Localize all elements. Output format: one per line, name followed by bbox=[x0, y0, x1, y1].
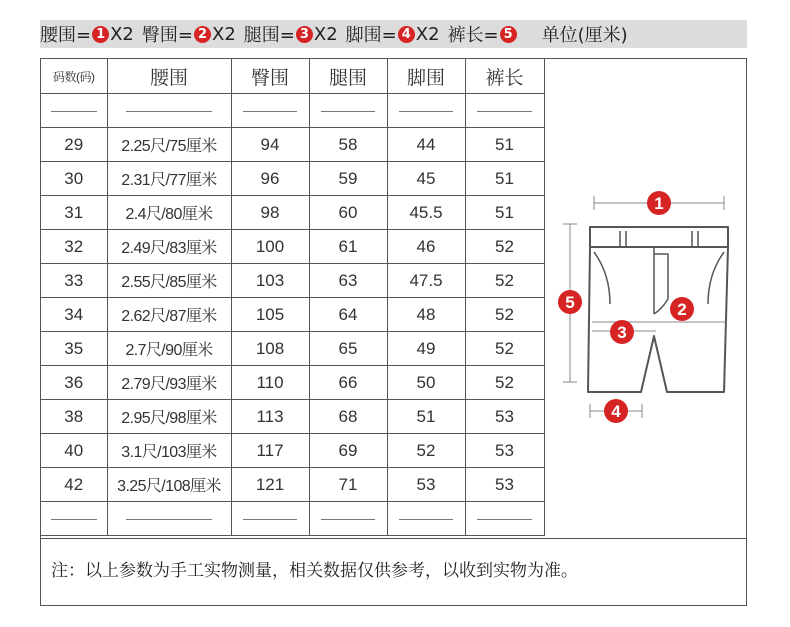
cell-hem: 50 bbox=[387, 366, 465, 400]
cell-hem: 52 bbox=[387, 434, 465, 468]
cell-thigh: 71 bbox=[309, 468, 387, 502]
cell-length: 52 bbox=[465, 230, 544, 264]
cell-hip: 103 bbox=[231, 264, 309, 298]
marker-3-icon bbox=[610, 320, 634, 344]
cell-waist: 2.25尺/75厘米 bbox=[107, 128, 231, 162]
legend-item-hem: 脚围= 4 X2 bbox=[345, 23, 440, 46]
cell-waist: 2.31尺/77厘米 bbox=[107, 162, 231, 196]
header-hip: 臀围 bbox=[231, 59, 309, 94]
table-row bbox=[41, 298, 544, 332]
cell-hem: 46 bbox=[387, 230, 465, 264]
cell-length: 51 bbox=[465, 196, 544, 230]
cell-waist: 2.7尺/90厘米 bbox=[107, 332, 231, 366]
cell-size: 42 bbox=[41, 468, 107, 502]
header-thigh: 腿围 bbox=[309, 59, 387, 94]
cell-size: 38 bbox=[41, 400, 107, 434]
cell-hem: 47.5 bbox=[387, 264, 465, 298]
cell-size: 40 bbox=[41, 434, 107, 468]
legend-item-waist: 腰围= 1 X2 bbox=[40, 23, 134, 46]
cell-waist: 2.55尺/85厘米 bbox=[107, 264, 231, 298]
svg-text:3: 3 bbox=[617, 323, 627, 342]
cell-hip: 108 bbox=[231, 332, 309, 366]
marker-5-icon: 5 bbox=[500, 26, 517, 43]
legend-item-hip: 臀围= 2 X2 bbox=[141, 23, 236, 46]
shorts-measurement-diagram bbox=[546, 174, 746, 434]
size-chart-frame bbox=[40, 58, 747, 606]
cell-hem: 48 bbox=[387, 298, 465, 332]
measurement-disclaimer: 注：以上参数为手工实物测量，相关数据仅供参考，以收到实物为准。 bbox=[41, 538, 746, 606]
marker-1-icon: 1 bbox=[92, 26, 109, 43]
cell-hip: 96 bbox=[231, 162, 309, 196]
cell-waist: 3.25尺/108厘米 bbox=[107, 468, 231, 502]
table-row bbox=[41, 468, 544, 502]
cell-thigh: 68 bbox=[309, 400, 387, 434]
cell-thigh: 61 bbox=[309, 230, 387, 264]
cell-hip: 117 bbox=[231, 434, 309, 468]
svg-text:2: 2 bbox=[677, 300, 687, 319]
cell-hem: 53 bbox=[387, 468, 465, 502]
cell-hip: 110 bbox=[231, 366, 309, 400]
table-row bbox=[41, 196, 544, 230]
marker-4-icon bbox=[604, 399, 628, 423]
table-row bbox=[41, 332, 544, 366]
cell-size: 36 bbox=[41, 366, 107, 400]
marker-5-icon bbox=[558, 290, 582, 314]
size-table bbox=[41, 59, 545, 536]
diagram-markers bbox=[558, 191, 694, 423]
cell-size: 29 bbox=[41, 128, 107, 162]
svg-text:4: 4 bbox=[611, 402, 621, 421]
table-row bbox=[41, 434, 544, 468]
unit-label: 单位(厘米) bbox=[541, 25, 628, 46]
cell-size: 35 bbox=[41, 332, 107, 366]
cell-thigh: 58 bbox=[309, 128, 387, 162]
legend-item-length: 裤长= 5 bbox=[448, 21, 518, 47]
cell-size: 32 bbox=[41, 230, 107, 264]
cell-hip: 105 bbox=[231, 298, 309, 332]
cell-thigh: 65 bbox=[309, 332, 387, 366]
marker-4-icon: 4 bbox=[398, 26, 415, 43]
cell-length: 52 bbox=[465, 332, 544, 366]
cell-length: 53 bbox=[465, 434, 544, 468]
measurement-legend bbox=[40, 20, 747, 48]
svg-text:5: 5 bbox=[565, 293, 575, 312]
cell-length: 52 bbox=[465, 366, 544, 400]
table-row bbox=[41, 366, 544, 400]
cell-length: 51 bbox=[465, 128, 544, 162]
cell-hem: 49 bbox=[387, 332, 465, 366]
cell-waist: 2.4尺/80厘米 bbox=[107, 196, 231, 230]
table-row bbox=[41, 264, 544, 298]
cell-thigh: 66 bbox=[309, 366, 387, 400]
cell-length: 51 bbox=[465, 162, 544, 196]
cell-waist: 2.62尺/87厘米 bbox=[107, 298, 231, 332]
table-header-row bbox=[41, 59, 544, 94]
table-row bbox=[41, 128, 544, 162]
legend-item-thigh: 腿围= 3 X2 bbox=[243, 23, 338, 46]
header-size-code: 码数(码) bbox=[41, 59, 107, 94]
cell-waist: 2.95尺/98厘米 bbox=[107, 400, 231, 434]
cell-thigh: 64 bbox=[309, 298, 387, 332]
header-length: 裤长 bbox=[465, 59, 544, 94]
cell-hem: 44 bbox=[387, 128, 465, 162]
cell-hip: 100 bbox=[231, 230, 309, 264]
cell-hip: 98 bbox=[231, 196, 309, 230]
cell-hip: 94 bbox=[231, 128, 309, 162]
cell-waist: 2.79尺/93厘米 bbox=[107, 366, 231, 400]
table-row bbox=[41, 230, 544, 264]
cell-size: 34 bbox=[41, 298, 107, 332]
spacer-row bbox=[41, 94, 544, 128]
svg-text:1: 1 bbox=[654, 194, 664, 213]
cell-length: 52 bbox=[465, 264, 544, 298]
marker-3-icon: 3 bbox=[296, 26, 313, 43]
header-waist: 腰围 bbox=[107, 59, 231, 94]
marker-2-icon bbox=[670, 297, 694, 321]
cell-length: 53 bbox=[465, 468, 544, 502]
table-row bbox=[41, 400, 544, 434]
marker-1-icon bbox=[647, 191, 671, 215]
cell-hip: 121 bbox=[231, 468, 309, 502]
cell-thigh: 69 bbox=[309, 434, 387, 468]
cell-size: 31 bbox=[41, 196, 107, 230]
spacer-row-bottom bbox=[41, 502, 544, 536]
cell-length: 52 bbox=[465, 298, 544, 332]
cell-hem: 45 bbox=[387, 162, 465, 196]
cell-size: 30 bbox=[41, 162, 107, 196]
cell-thigh: 63 bbox=[309, 264, 387, 298]
cell-hem: 45.5 bbox=[387, 196, 465, 230]
cell-thigh: 59 bbox=[309, 162, 387, 196]
cell-hip: 113 bbox=[231, 400, 309, 434]
table-row bbox=[41, 162, 544, 196]
cell-waist: 3.1尺/103厘米 bbox=[107, 434, 231, 468]
cell-size: 33 bbox=[41, 264, 107, 298]
cell-waist: 2.49尺/83厘米 bbox=[107, 230, 231, 264]
cell-thigh: 60 bbox=[309, 196, 387, 230]
cell-length: 53 bbox=[465, 400, 544, 434]
header-hem: 脚围 bbox=[387, 59, 465, 94]
cell-hem: 51 bbox=[387, 400, 465, 434]
marker-2-icon: 2 bbox=[194, 26, 211, 43]
